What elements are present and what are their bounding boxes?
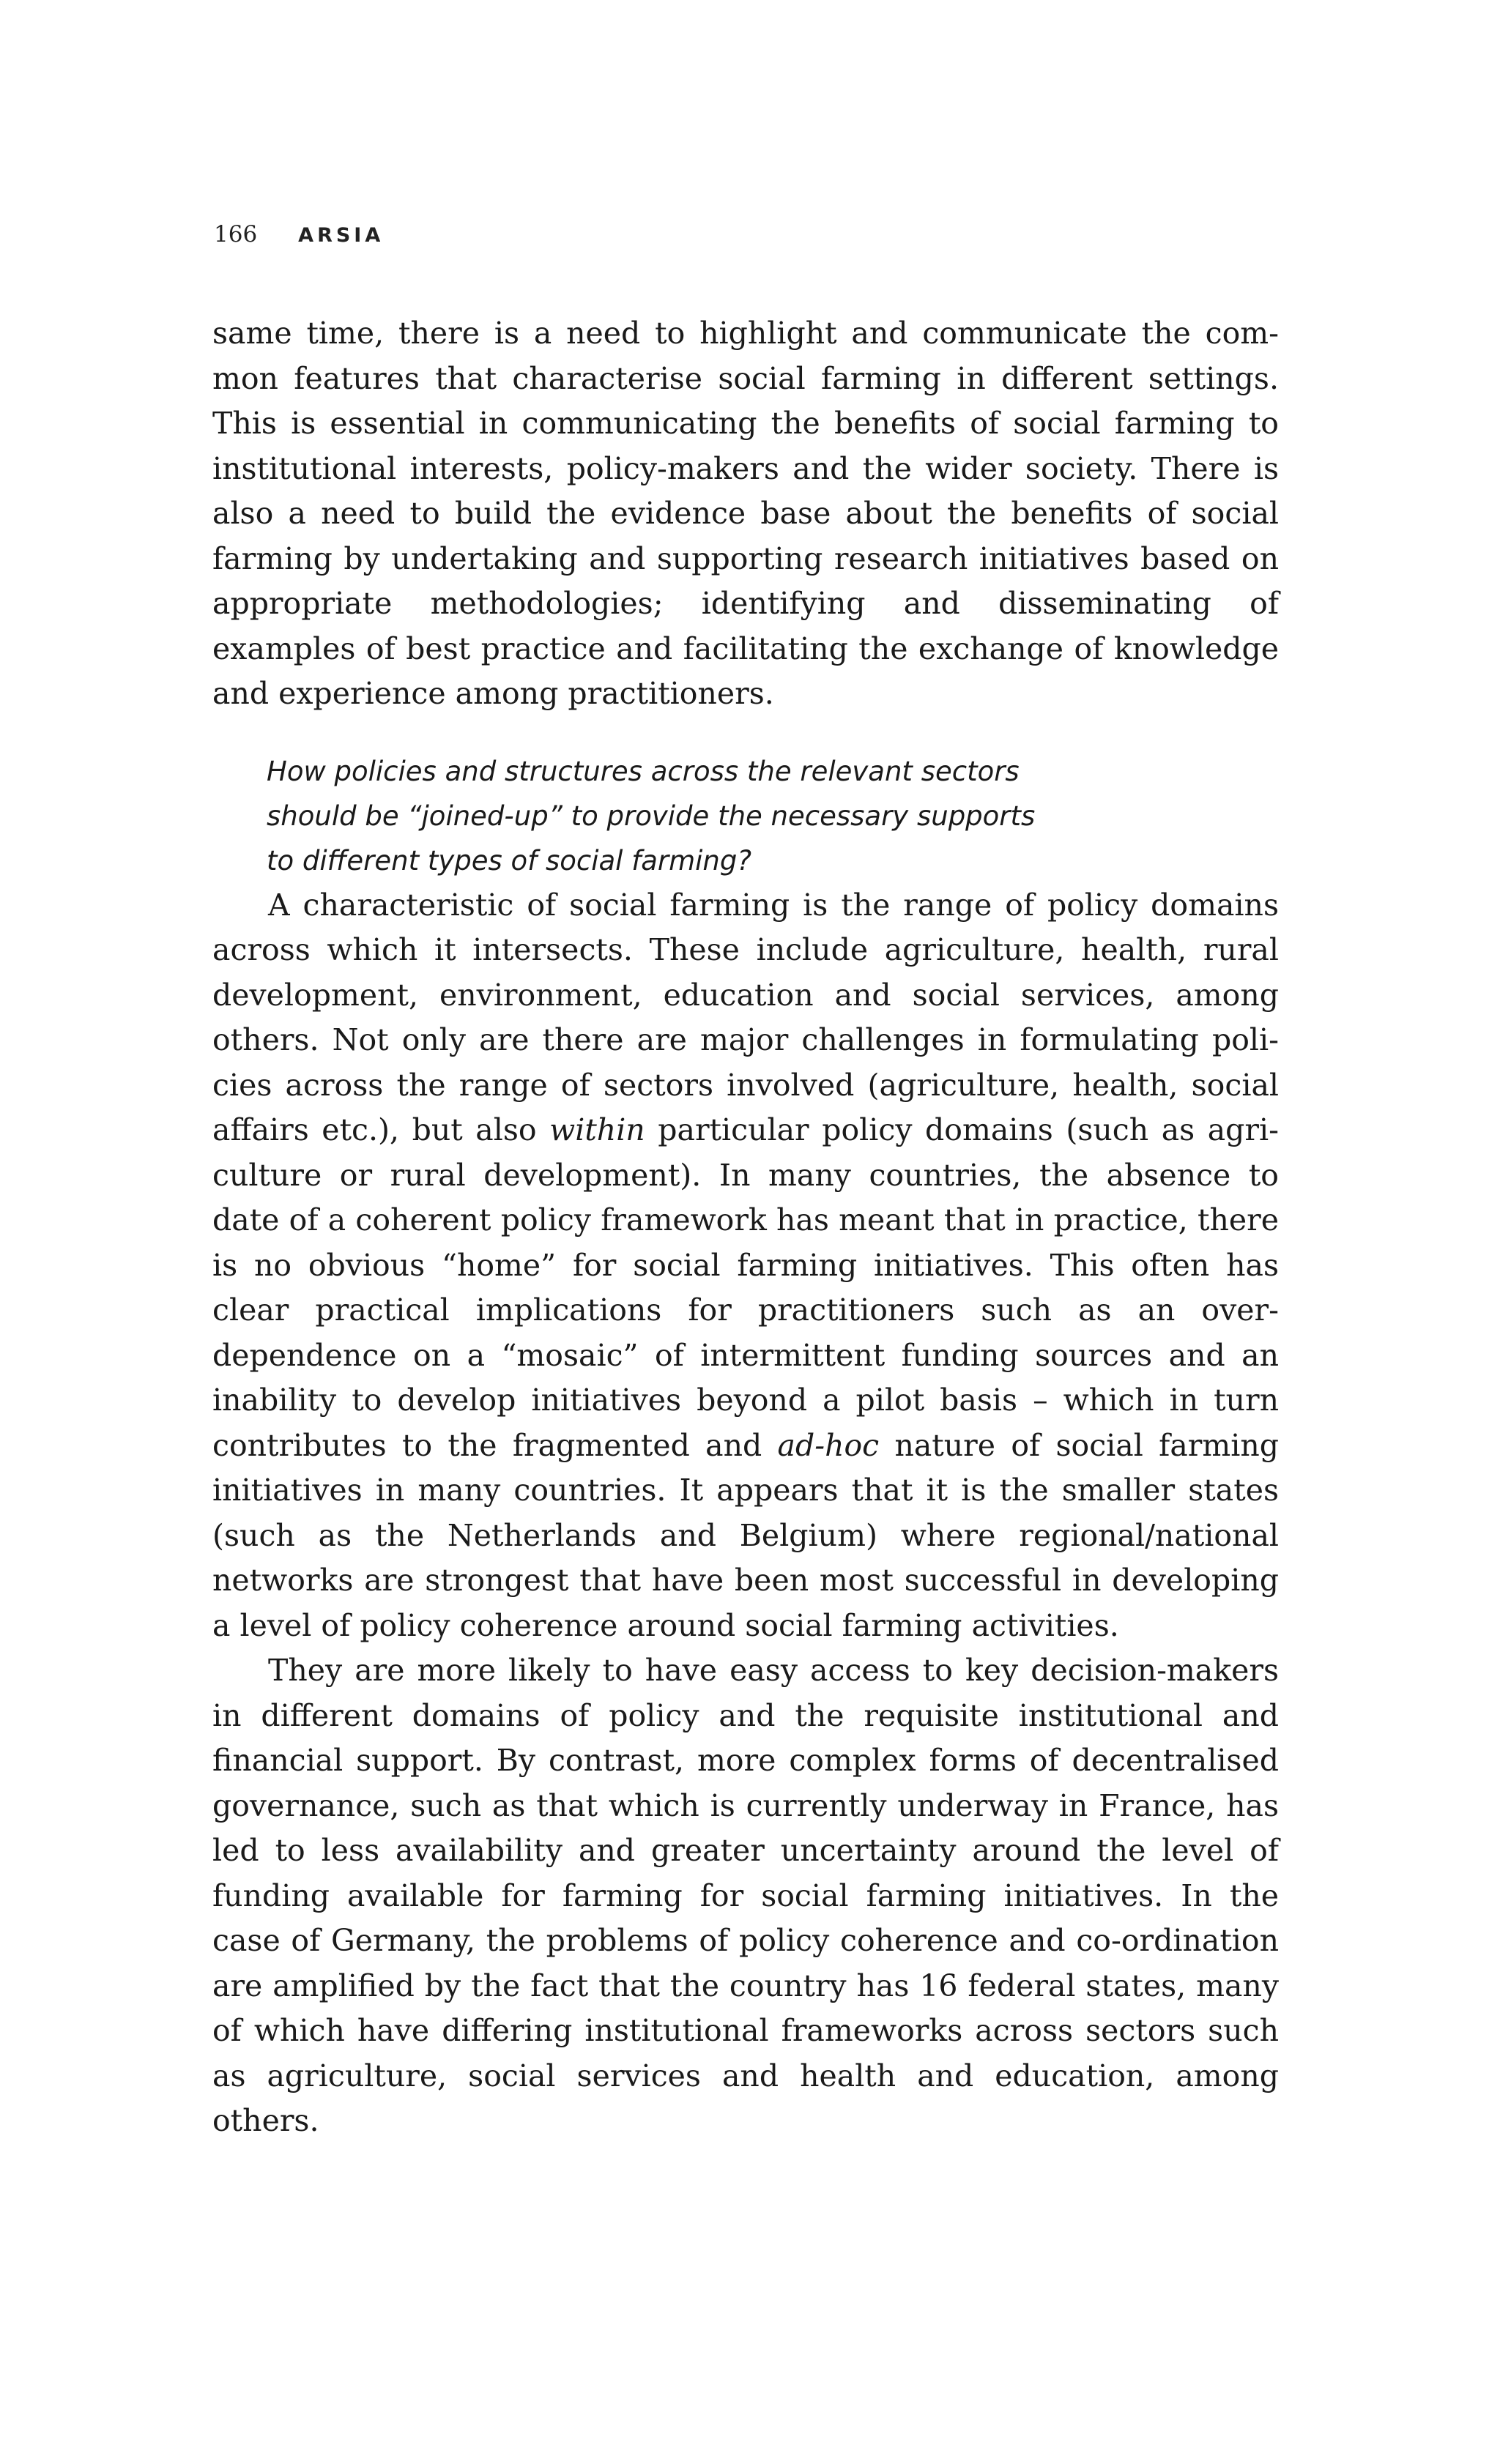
paragraph-2-part-a: A characteristic of social farming is the range of policy domains across which it intersects. These include agriculture, health, rural development, environment, education and social services, among others. Not only are there are major challenges in formulating policies across the range of sectors involved (agriculture, health, social affairs etc.), but also (212, 887, 1279, 1147)
body-text (212, 311, 1279, 2144)
paragraph-1: same time, there is a need to highlight and communicate the common features that characterise social farming in different settings. This is essential in communicating the benefits of social farming to institutional interests, policy-makers and the wider society. There is also a need to build the evidence base about the benefits of social farming by undertaking and supporting research initiatives based on appropriate methodologies; identifying and disseminating of examples of best practice and facilitating the exchange of knowledge and experience among practitioners. (212, 316, 1279, 711)
paragraph-2 (212, 883, 1279, 1649)
journal-name: ARSIA (298, 224, 385, 247)
page-number: 166 (214, 221, 258, 247)
emphasis-ad-hoc: ad-hoc (777, 1427, 880, 1463)
paragraph-3: They are more likely to have easy access to key decision-makers in different domains of policy and the requisite institutional and financial support. By contrast, more complex forms of decentralised governance, such as that which is currently underway in France, has led to less availability and greater uncertainty around the level of funding available for farming for social farming initiatives. In the case of Germany, the problems of policy coherence and co-ordination are amplified by the fact that the country has 16 federal states, many of which have differing institutional frameworks across sectors such as agriculture, social services and health and education, among others. (212, 1653, 1279, 2138)
paragraph-2-part-c: nature of social farming initiatives in many countries. It appears that it is the smaller states (such as the Netherlands and Belgium) where regional/national networks are strongest that have been most successful in developing a level of policy coherence around social farming activities. (212, 1427, 1279, 1643)
section-question (212, 749, 1219, 883)
question-line-2: should be “joined-up” to provide the necessary supports (267, 800, 1036, 832)
paragraph-2-part-b: particular policy domains (such as agriculture or rural development). In many countries, the absence to date of a coherent policy framework has meant that in practice, there is no obvious “home” for social farming initiatives. This often has clear practical implications for practitioners such as an over-dependence on a “mosaic” of intermittent funding sources and an inability to develop initiatives beyond a pilot basis – which in turn contributes to the fragmented and (212, 1112, 1279, 1463)
emphasis-within: within (549, 1112, 645, 1147)
question-line-1: How policies and structures across the relevant sectors (267, 755, 1020, 787)
question-line-3: to different types of social farming? (267, 844, 752, 876)
running-head (214, 221, 384, 258)
